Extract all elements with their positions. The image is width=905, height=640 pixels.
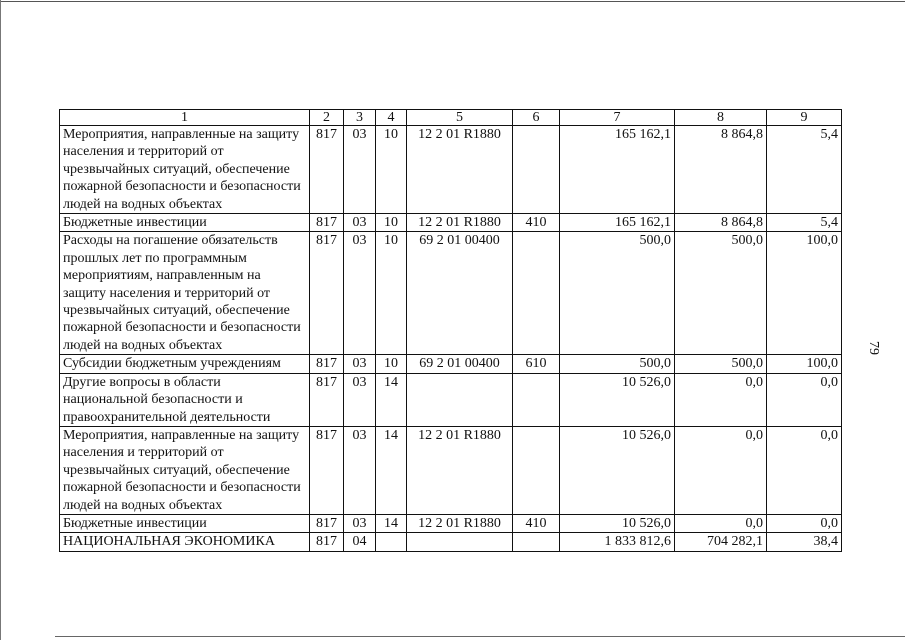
row-grbs-code: 817 [310, 373, 344, 426]
row-actual-amount: 704 282,1 [675, 533, 767, 551]
row-expense-type [513, 533, 560, 551]
header-cell-3: 3 [344, 110, 376, 126]
row-section-code: 03 [344, 355, 376, 373]
budget-table [59, 109, 842, 552]
row-subsection-code: 14 [376, 426, 407, 514]
row-name: Мероприятия, направленные на защиту населения и территорий от чрезвычайных ситуаций, обеспечение пожарной безопасности и безопасности людей на водных объектах [60, 126, 310, 214]
row-subsection-code: 14 [376, 514, 407, 532]
row-actual-amount: 0,0 [675, 373, 767, 426]
header-cell-5: 5 [407, 110, 513, 126]
scan-edge-top [0, 1, 905, 2]
row-expense-type [513, 426, 560, 514]
row-subsection-code: 14 [376, 373, 407, 426]
row-subsection-code: 10 [376, 355, 407, 373]
header-cell-7: 7 [560, 110, 675, 126]
row-name: Бюджетные инвестиции [60, 514, 310, 532]
row-name: Расходы на погашение обязательств прошлых лет по программным мероприятиям, направленным на защиту населения и территорий от чрезвычайных ситуаций, обеспечение пожарной безопасности и безопасности людей на водных объектах [60, 232, 310, 355]
row-name: Другие вопросы в области национальной безопасности и правоохранительной деятельности [60, 373, 310, 426]
table-row [60, 533, 842, 551]
row-target-article: 69 2 01 00400 [407, 232, 513, 355]
header-cell-8: 8 [675, 110, 767, 126]
row-target-article [407, 533, 513, 551]
row-grbs-code: 817 [310, 355, 344, 373]
table-row [60, 373, 842, 426]
row-percent: 0,0 [767, 514, 842, 532]
row-expense-type [513, 232, 560, 355]
row-plan-amount: 1 833 812,6 [560, 533, 675, 551]
row-plan-amount: 165 162,1 [560, 214, 675, 232]
row-plan-amount: 10 526,0 [560, 373, 675, 426]
row-expense-type [513, 126, 560, 214]
row-section-code: 03 [344, 126, 376, 214]
table-row [60, 214, 842, 232]
row-grbs-code: 817 [310, 214, 344, 232]
row-actual-amount: 0,0 [675, 514, 767, 532]
row-section-code: 04 [344, 533, 376, 551]
header-cell-9: 9 [767, 110, 842, 126]
row-target-article [407, 373, 513, 426]
row-expense-type: 410 [513, 214, 560, 232]
page-number: 79 [866, 341, 881, 355]
row-subsection-code: 10 [376, 214, 407, 232]
row-target-article: 69 2 01 00400 [407, 355, 513, 373]
row-name: НАЦИОНАЛЬНАЯ ЭКОНОМИКА [60, 533, 310, 551]
row-plan-amount: 10 526,0 [560, 426, 675, 514]
row-percent: 0,0 [767, 373, 842, 426]
row-target-article: 12 2 01 R1880 [407, 126, 513, 214]
row-expense-type: 610 [513, 355, 560, 373]
row-name: Субсидии бюджетным учреждениям [60, 355, 310, 373]
scan-edge-left [0, 0, 1, 640]
row-subsection-code [376, 533, 407, 551]
table-header-row [60, 110, 842, 126]
table-row [60, 426, 842, 514]
table-row [60, 355, 842, 373]
row-percent: 5,4 [767, 126, 842, 214]
row-percent: 0,0 [767, 426, 842, 514]
header-cell-2: 2 [310, 110, 344, 126]
row-target-article: 12 2 01 R1880 [407, 514, 513, 532]
row-actual-amount: 0,0 [675, 426, 767, 514]
row-grbs-code: 817 [310, 232, 344, 355]
row-grbs-code: 817 [310, 126, 344, 214]
row-target-article: 12 2 01 R1880 [407, 426, 513, 514]
row-actual-amount: 8 864,8 [675, 214, 767, 232]
row-grbs-code: 817 [310, 426, 344, 514]
row-section-code: 03 [344, 514, 376, 532]
row-percent: 38,4 [767, 533, 842, 551]
row-subsection-code: 10 [376, 126, 407, 214]
header-cell-1: 1 [60, 110, 310, 126]
row-plan-amount: 165 162,1 [560, 126, 675, 214]
row-percent: 5,4 [767, 214, 842, 232]
row-section-code: 03 [344, 214, 376, 232]
row-actual-amount: 500,0 [675, 355, 767, 373]
row-percent: 100,0 [767, 355, 842, 373]
row-name: Мероприятия, направленные на защиту населения и территорий от чрезвычайных ситуаций, обеспечение пожарной безопасности и безопасности людей на водных объектах [60, 426, 310, 514]
header-cell-6: 6 [513, 110, 560, 126]
row-actual-amount: 500,0 [675, 232, 767, 355]
row-target-article: 12 2 01 R1880 [407, 214, 513, 232]
row-plan-amount: 500,0 [560, 355, 675, 373]
table-row [60, 514, 842, 532]
row-percent: 100,0 [767, 232, 842, 355]
row-section-code: 03 [344, 232, 376, 355]
header-cell-4: 4 [376, 110, 407, 126]
row-actual-amount: 8 864,8 [675, 126, 767, 214]
row-plan-amount: 500,0 [560, 232, 675, 355]
row-section-code: 03 [344, 373, 376, 426]
row-subsection-code: 10 [376, 232, 407, 355]
row-section-code: 03 [344, 426, 376, 514]
row-name: Бюджетные инвестиции [60, 214, 310, 232]
row-expense-type: 410 [513, 514, 560, 532]
table-row [60, 126, 842, 214]
row-grbs-code: 817 [310, 533, 344, 551]
row-plan-amount: 10 526,0 [560, 514, 675, 532]
table-row [60, 232, 842, 355]
row-expense-type [513, 373, 560, 426]
scan-edge-bottom [55, 636, 905, 637]
row-grbs-code: 817 [310, 514, 344, 532]
